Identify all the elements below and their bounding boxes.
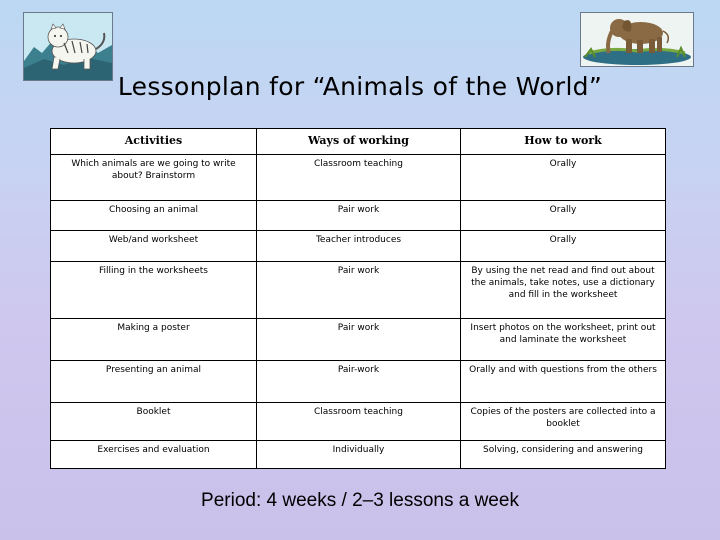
way-of-working-cell: Classroom teaching: [257, 403, 461, 441]
table-row: [51, 201, 666, 231]
elephant-image: [580, 12, 694, 67]
way-of-working-cell: Pair-work: [257, 361, 461, 403]
table-header-row: [51, 129, 666, 155]
activity-cell: Web/and worksheet: [51, 231, 257, 262]
table-row: [51, 441, 666, 469]
lesson-plan-table: [50, 128, 666, 469]
how-to-work-cell: Orally: [461, 201, 666, 231]
table-row: [51, 361, 666, 403]
how-to-work-cell: Orally: [461, 155, 666, 201]
column-header-ways-of-working: Ways of working: [257, 129, 461, 155]
column-header-activities: Activities: [51, 129, 257, 155]
activity-cell: Making a poster: [51, 319, 257, 361]
activity-cell: Booklet: [51, 403, 257, 441]
table-row: [51, 262, 666, 319]
how-to-work-cell: Orally: [461, 231, 666, 262]
way-of-working-cell: Pair work: [257, 262, 461, 319]
period-footer: Period: 4 weeks / 2–3 lessons a week: [201, 490, 519, 511]
how-to-work-cell: Solving, considering and answering: [461, 441, 666, 469]
activity-cell: Exercises and evaluation: [51, 441, 257, 469]
how-to-work-cell: Insert photos on the worksheet, print out and laminate the worksheet: [461, 319, 666, 361]
column-header-how-to-work: How to work: [461, 129, 666, 155]
tiger-image: [23, 12, 113, 81]
activity-cell: Choosing an animal: [51, 201, 257, 231]
slide-title: Lessonplan for “Animals of the World”: [117, 72, 603, 101]
activity-cell: Presenting an animal: [51, 361, 257, 403]
table-row: [51, 319, 666, 361]
way-of-working-cell: Pair work: [257, 201, 461, 231]
how-to-work-cell: Copies of the posters are collected into a booklet: [461, 403, 666, 441]
activity-cell: Filling in the worksheets: [51, 262, 257, 319]
table-row: [51, 403, 666, 441]
table-row: [51, 155, 666, 201]
how-to-work-cell: By using the net read and find out about the animals, take notes, use a dictionary and fill in the worksheet: [461, 262, 666, 319]
way-of-working-cell: Pair work: [257, 319, 461, 361]
table-row: [51, 231, 666, 262]
activity-cell: Which animals are we going to write about? Brainstorm: [51, 155, 257, 201]
how-to-work-cell: Orally and with questions from the others: [461, 361, 666, 403]
way-of-working-cell: Individually: [257, 441, 461, 469]
way-of-working-cell: Teacher introduces: [257, 231, 461, 262]
way-of-working-cell: Classroom teaching: [257, 155, 461, 201]
